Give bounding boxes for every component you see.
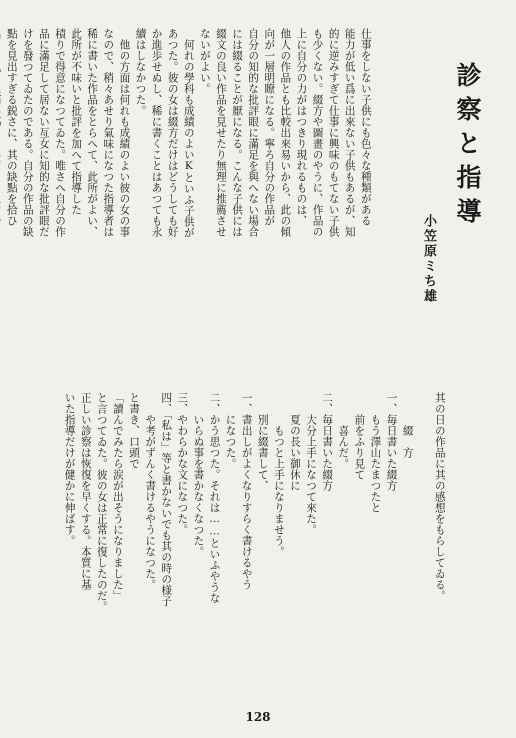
text-column: 上に自分の力がはつきり現れるものは、 — [295, 28, 308, 226]
text-column: 二、かう思つた。それは……といふやうな — [208, 392, 221, 604]
text-column: けを發つてゐたのである。自分の作品の缺 — [21, 28, 34, 237]
text-column: 一、毎日書いた綴方 — [385, 392, 398, 491]
text-column: なので、稍々あせり氣味になつた指導者は — [102, 28, 115, 237]
lower-text-block — [32, 392, 480, 702]
text-column: 何れの學科も成績のよいKといふ子供が — [182, 28, 195, 239]
text-column: 積りで得意になつてゐた。唯さへ自分の作 — [54, 28, 67, 237]
text-column: も少くない。綴方や圖畫のやうに、作品の — [311, 28, 324, 237]
text-column: になつた。 — [224, 392, 237, 469]
text-column: 一、書出しがよくなりすらく書けるやう — [240, 392, 253, 590]
text-column: 向が一層明瞭になる。寧ろ自分の作品が — [263, 28, 276, 226]
text-column: 品に滿足して居ない亙女に知的な批評眼だ — [37, 28, 50, 237]
text-column — [416, 392, 432, 702]
text-column: 的に逆みすぎて仕事に興味のもてない子供 — [327, 28, 340, 237]
text-column: もう澤山たまつたと — [369, 392, 382, 513]
text-column: 稀に書いた作品をとらへて、此所がよい、 — [86, 28, 99, 237]
text-column: 點を見出すぎる鋭さに、其の缺點を拾ひ — [5, 28, 18, 226]
text-column: 喜んだ。 — [337, 392, 350, 469]
text-column: 四、「私は」等と書かないでも其の時の様子 — [160, 392, 173, 607]
text-column: 續はしなかつた。 — [134, 28, 147, 116]
text-column: もつと上手になりませう。 — [272, 392, 285, 557]
text-column: いた指導だけが健かに伸ばす。 — [63, 392, 76, 546]
text-column: や考がずんく書けるやうになつた。 — [144, 392, 157, 590]
text-column: 夏の長い御休に — [288, 392, 301, 491]
upper-text-block — [5, 28, 406, 376]
text-column: 能力が低い爲に出來ない子供もあるが、知 — [343, 28, 356, 237]
article-title: 診察と指導 — [453, 62, 482, 232]
text-column: 大分上手になつて來た。 — [305, 392, 318, 535]
text-column: と書き、口頭で — [128, 392, 141, 469]
text-column: あつた。彼の女は綴方だけはどうしても好 — [166, 28, 179, 237]
text-column: 仕事をしない子供にも色々な種類がある — [359, 28, 372, 226]
text-column: 他人の作品とも比較出來易いから、此の傾 — [279, 28, 292, 237]
lower-columns — [62, 392, 448, 702]
upper-columns — [0, 28, 374, 376]
text-column — [0, 28, 4, 376]
text-column: 前をふり見て — [353, 392, 366, 480]
text-column: 「讀んでみたら涙が出そうになりました」 — [111, 392, 124, 601]
text-column: か進歩せぬし、稀に書くことはあつても永 — [150, 28, 163, 237]
text-column: には綴ることが厭になる。こんな子供には — [231, 28, 244, 237]
text-column: 其の日の作品に其の感想をもらしてゐる。 — [433, 392, 446, 601]
text-column: 他の方面は何れも成績のよい彼の女の事 — [118, 28, 131, 237]
text-column: 綴 方 — [401, 392, 414, 458]
text-column: 三、やわらかな文になつた。 — [176, 392, 189, 535]
text-column: 自分の知的な批評眼に滿足を與へない場合 — [247, 28, 260, 237]
page-number: 128 — [245, 710, 271, 724]
text-column: ないがよい。 — [198, 28, 211, 94]
text-column: 正しい診察は恢復を早くする。本質に基 — [79, 392, 92, 590]
text-column: 綴文の良い作品を見せたり無理に推薦させ — [214, 28, 227, 237]
text-column: と言つてゐた。彼の女は正常に復したのだ。 — [95, 392, 108, 612]
article-author: 小笠原ミち雄 — [421, 214, 436, 304]
text-column: 二、毎日書いた綴方 — [321, 392, 334, 491]
text-column: いらぬ事を書かなくなつた。 — [192, 392, 205, 557]
text-column: 別に綴書して、 — [256, 392, 269, 491]
text-column: 此所が不味いと批評を加へて指導した — [70, 28, 83, 215]
